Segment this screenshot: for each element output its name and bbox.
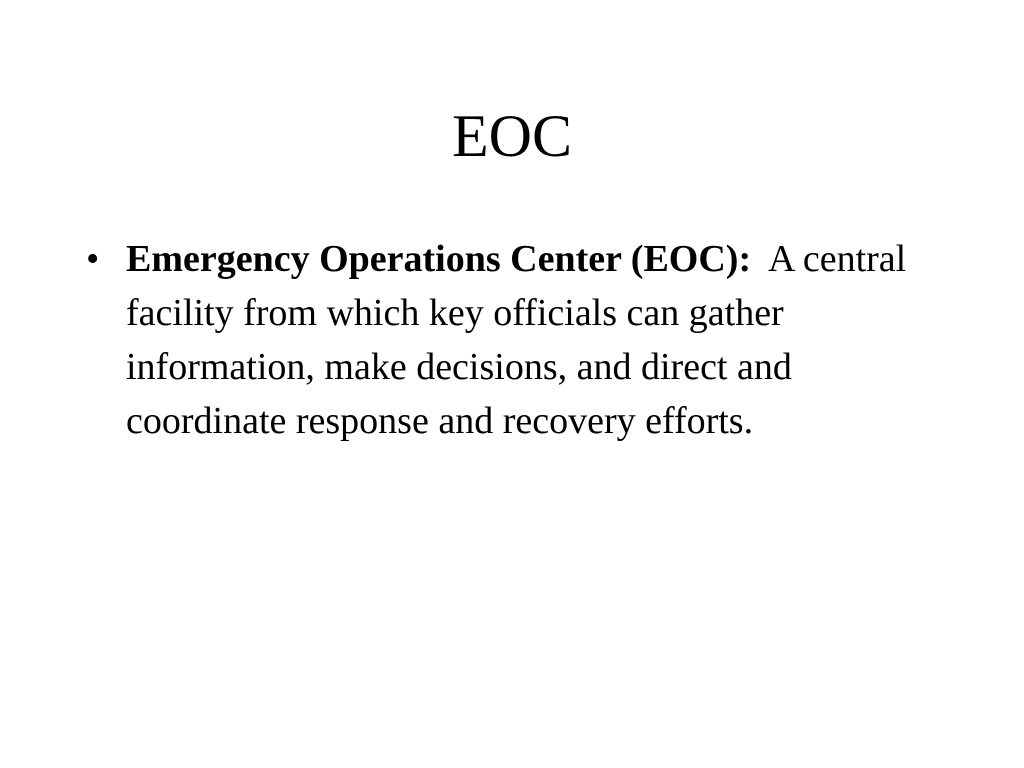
- bullet-list: [82, 232, 952, 448]
- bullet-marker: •: [86, 238, 100, 280]
- bullet-definition: A central facility from which key officials can gather information, make decisions, and direct and coordinate response and recovery efforts.: [126, 238, 907, 442]
- bullet-term: Emergency Operations Center (EOC):: [126, 238, 752, 280]
- bullet-item: [82, 232, 952, 448]
- slide-title: EOC: [452, 103, 572, 169]
